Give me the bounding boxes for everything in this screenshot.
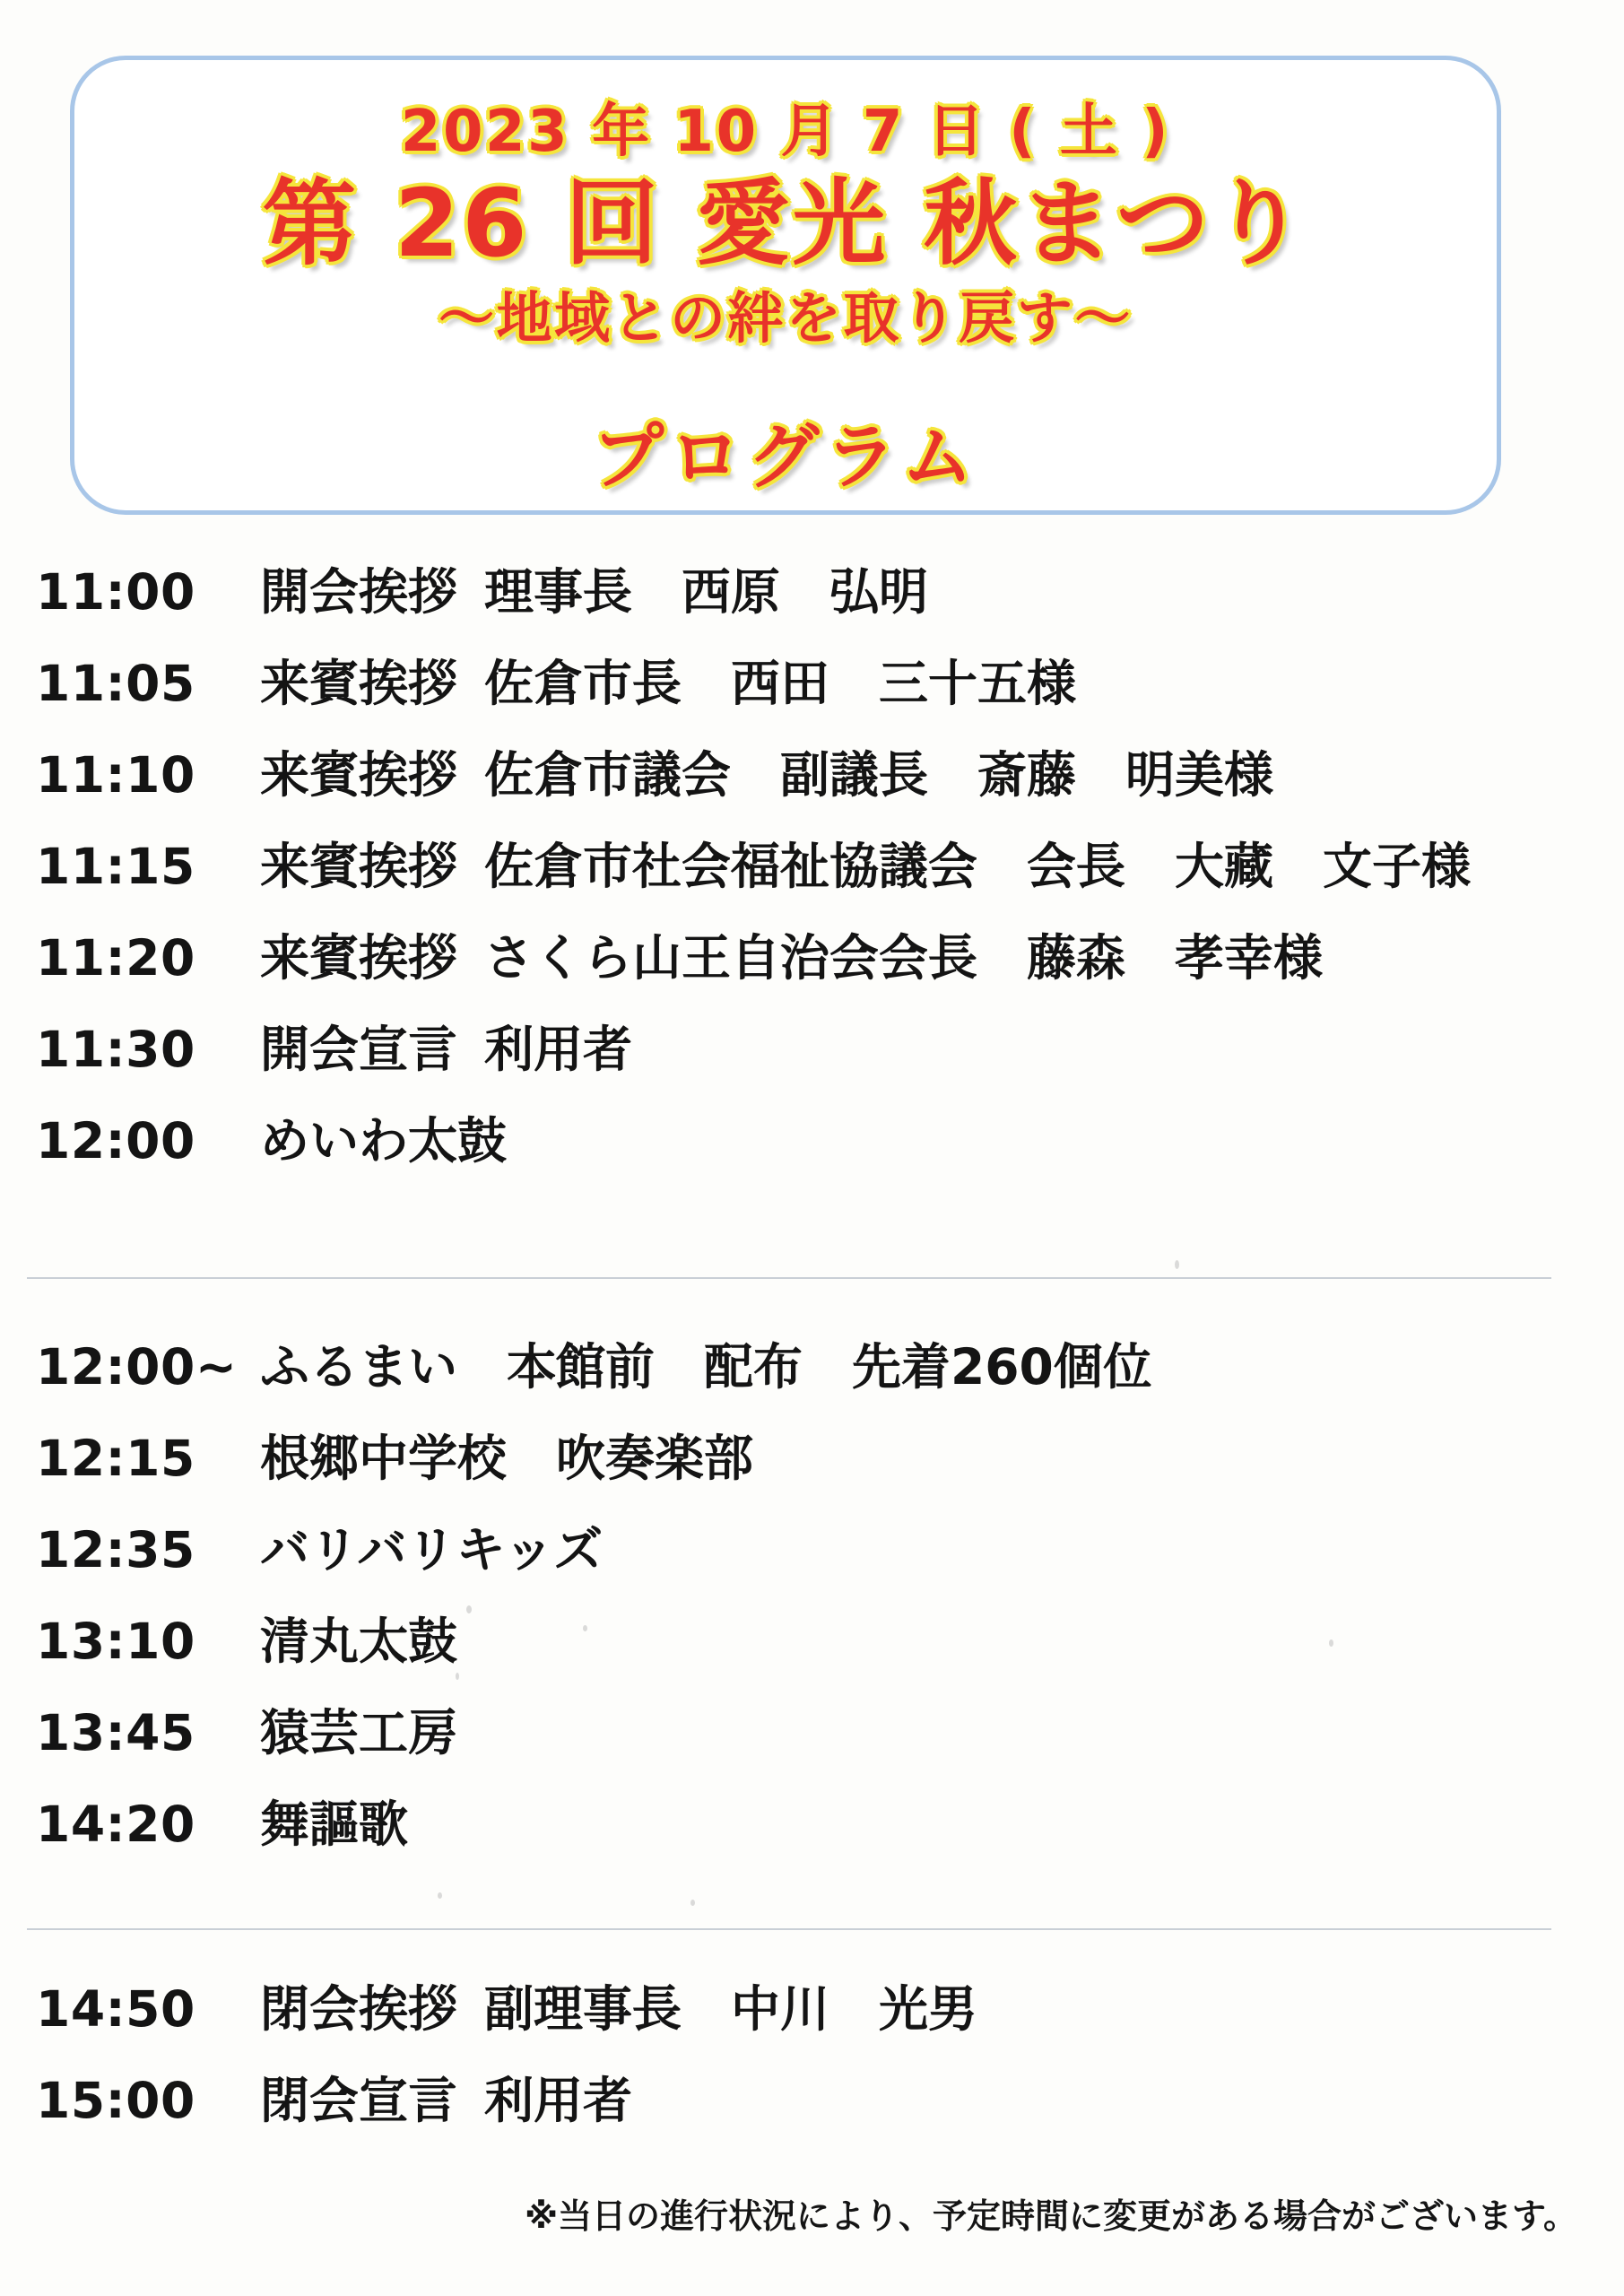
header-box — [70, 56, 1501, 515]
row-time: 13:10 — [36, 1613, 195, 1670]
row-kind: 閉会挨拶 — [260, 1980, 458, 2038]
row-time: 11:05 — [36, 655, 195, 712]
schedule-row — [36, 735, 1596, 827]
row-time: 11:00 — [36, 563, 195, 621]
scan-speck — [690, 1900, 695, 1906]
schedule-row — [36, 1693, 1596, 1785]
schedule-row — [36, 1010, 1596, 1101]
row-time: 11:30 — [36, 1021, 195, 1078]
row-time: 12:15 — [36, 1430, 195, 1487]
schedule-row — [36, 1101, 1596, 1193]
row-detail: 利用者 — [484, 1021, 633, 1078]
row-kind: 舞謳歌 — [260, 1796, 409, 1853]
scan-speck — [438, 1892, 442, 1899]
row-detail: 利用者 — [484, 2072, 633, 2129]
schedule-row — [36, 2061, 1596, 2152]
row-detail: 理事長 西原 弘明 — [484, 563, 929, 621]
row-kind: 来賓挨拶 — [260, 746, 458, 804]
schedule-row — [36, 1419, 1596, 1510]
row-kind: 開会挨拶 — [260, 563, 458, 621]
schedule-row — [36, 1327, 1596, 1419]
schedule-row — [36, 644, 1596, 735]
scan-speck — [1175, 1260, 1179, 1269]
schedule-row — [36, 1602, 1596, 1693]
row-kind: 来賓挨拶 — [260, 655, 458, 712]
row-kind: バリバリキッズ — [260, 1521, 604, 1578]
page-title: 第 26 回 愛光 秋まつり — [263, 169, 1308, 278]
schedule-section-closing — [36, 1970, 1596, 2152]
row-kind: 開会宣言 — [260, 1021, 458, 1078]
row-kind: めいわ太鼓 — [260, 1112, 508, 1170]
scan-speck — [1329, 1639, 1333, 1647]
schedule-row — [36, 1970, 1596, 2061]
event-subtitle: 〜地域との絆を取り戻す〜 — [439, 285, 1133, 351]
section-divider — [27, 1928, 1551, 1930]
row-time: 14:50 — [36, 1980, 195, 2038]
row-kind: ふるまい 本館前 配布 先着260個位 — [260, 1338, 1152, 1396]
schedule-row — [36, 918, 1596, 1010]
row-time: 11:15 — [36, 838, 195, 895]
event-date: 2023 年 10 月 7 日 ( 土 ) — [400, 99, 1171, 165]
row-time: 12:00~ — [36, 1338, 238, 1396]
section-divider — [27, 1277, 1551, 1279]
scan-speck — [583, 1625, 587, 1631]
row-kind: 閉会宣言 — [260, 2072, 458, 2129]
scan-speck — [466, 1605, 472, 1613]
row-kind: 来賓挨拶 — [260, 838, 458, 895]
schedule-section-morning — [36, 552, 1596, 1193]
schedule-section-afternoon — [36, 1327, 1596, 1876]
row-kind: 猿芸工房 — [260, 1704, 458, 1761]
row-kind: 根郷中学校 吹奏楽部 — [260, 1430, 754, 1487]
row-time: 12:35 — [36, 1521, 195, 1578]
row-time: 13:45 — [36, 1704, 195, 1761]
row-time: 11:20 — [36, 929, 195, 987]
row-time: 14:20 — [36, 1796, 195, 1853]
row-detail: 佐倉市議会 副議長 斎藤 明美様 — [484, 746, 1274, 804]
row-detail: 佐倉市長 西田 三十五様 — [484, 655, 1077, 712]
row-detail: 副理事長 中川 光男 — [484, 1980, 978, 2038]
program-heading: プログラム — [592, 415, 979, 499]
schedule-row — [36, 1510, 1596, 1602]
row-detail: 佐倉市社会福祉協議会 会長 大藏 文子様 — [484, 838, 1472, 895]
schedule-row — [36, 552, 1596, 644]
scan-speck — [456, 1673, 459, 1680]
footnote: ※当日の進行状況により、予定時間に変更がある場合がございます。 — [525, 2196, 1577, 2236]
row-kind: 清丸太鼓 — [260, 1613, 458, 1670]
row-kind: 来賓挨拶 — [260, 929, 458, 987]
row-time: 15:00 — [36, 2072, 195, 2129]
row-time: 12:00 — [36, 1112, 195, 1170]
schedule-row — [36, 827, 1596, 918]
row-time: 11:10 — [36, 746, 195, 804]
row-detail: さくら山王自治会会長 藤森 孝幸様 — [484, 929, 1324, 987]
schedule-row — [36, 1785, 1596, 1876]
